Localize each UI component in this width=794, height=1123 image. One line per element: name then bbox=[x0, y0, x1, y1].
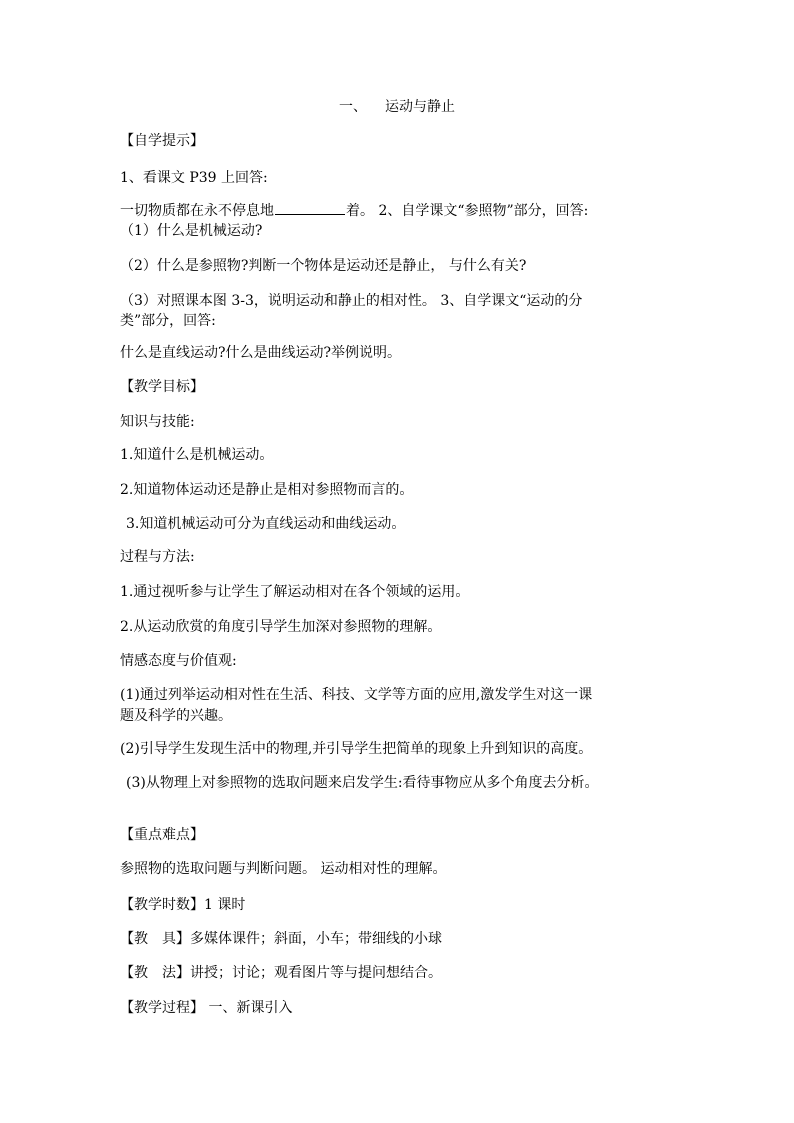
question-2: （2）什么是参照物?判断一个物体是运动还是静止， 与什么有关? bbox=[120, 258, 527, 274]
teaching-methods bbox=[120, 962, 680, 984]
teaching-tools bbox=[120, 928, 680, 950]
knowledge-item-3: 3.知道机械运动可分为直线运动和曲线运动。 bbox=[126, 516, 406, 532]
knowledge-item-1: 1.知道什么是机械运动。 bbox=[120, 447, 274, 463]
teaching-process-label: 【教学过程】 bbox=[120, 1000, 204, 1016]
emotion-heading: 情感态度与价值观: bbox=[120, 653, 237, 669]
question-3-line-2: 类”部分，回答: bbox=[120, 313, 216, 329]
emotion-item-1-line-1: (1)通过列举运动相对性在生活、科技、文学等方面的应用,激发学生对这一课 bbox=[120, 687, 593, 703]
question-4: 什么是直线运动?什么是曲线运动?举例说明。 bbox=[120, 345, 402, 361]
fill-after-text: 着。 2、自学课文“参照物”部分，回答: bbox=[346, 203, 589, 219]
title-text: 运动与静止 bbox=[385, 99, 455, 115]
question-1: （1）什么是机械运动? bbox=[120, 223, 263, 239]
fill-blank bbox=[275, 200, 345, 215]
page-title bbox=[0, 96, 794, 118]
teaching-process-value: 一、新课引入 bbox=[204, 1000, 293, 1016]
emotion-item-2: (2)引导学生发现生活中的物理,并引导学生把简单的现象上升到知识的高度。 bbox=[120, 741, 593, 757]
self-study-item-1: 1、看课文 P39 上回答: bbox=[120, 170, 268, 186]
teaching-process bbox=[120, 997, 680, 1019]
teaching-hours bbox=[120, 894, 680, 916]
title-number: 一、 bbox=[339, 99, 367, 115]
teaching-hours-label: 【教学时数】 bbox=[120, 897, 204, 913]
key-points-text: 参照物的选取问题与判断问题。 运动相对性的理解。 bbox=[120, 861, 447, 877]
teaching-methods-label: 【教 法】 bbox=[120, 965, 190, 981]
teaching-hours-value: 1 课时 bbox=[204, 897, 246, 913]
fill-in-sentence bbox=[120, 200, 680, 222]
key-points-heading: 【重点难点】 bbox=[120, 827, 204, 843]
objectives-heading: 【教学目标】 bbox=[120, 379, 204, 395]
teaching-tools-label: 【教 具】 bbox=[120, 931, 190, 947]
emotion-item-1-line-2: 题及科学的兴趣。 bbox=[120, 708, 232, 724]
knowledge-item-2: 2.知道物体运动还是静止是相对参照物而言的。 bbox=[120, 482, 414, 498]
teaching-tools-value: 多媒体课件；斜面，小车；带细线的小球 bbox=[190, 931, 442, 947]
teaching-methods-value: 讲授；讨论；观看图片等与提问想结合。 bbox=[190, 965, 442, 981]
self-study-heading: 【自学提示】 bbox=[120, 133, 204, 149]
process-heading: 过程与方法: bbox=[120, 549, 195, 565]
emotion-item-3: (3)从物理上对参照物的选取问题来启发学生:看待事物应从多个角度去分析。 bbox=[126, 775, 599, 791]
process-item-1: 1.通过视听参与让学生了解运动相对在各个领域的运用。 bbox=[120, 584, 470, 600]
knowledge-heading: 知识与技能: bbox=[120, 414, 195, 430]
process-item-2: 2.从运动欣赏的角度引导学生加深对参照物的理解。 bbox=[120, 619, 442, 635]
question-3-line-1: （3）对照课本图 3-3，说明运动和静止的相对性。 3、自学课文“运动的分 bbox=[120, 293, 583, 309]
fill-before-text: 一切物质都在永不停息地 bbox=[120, 203, 274, 219]
